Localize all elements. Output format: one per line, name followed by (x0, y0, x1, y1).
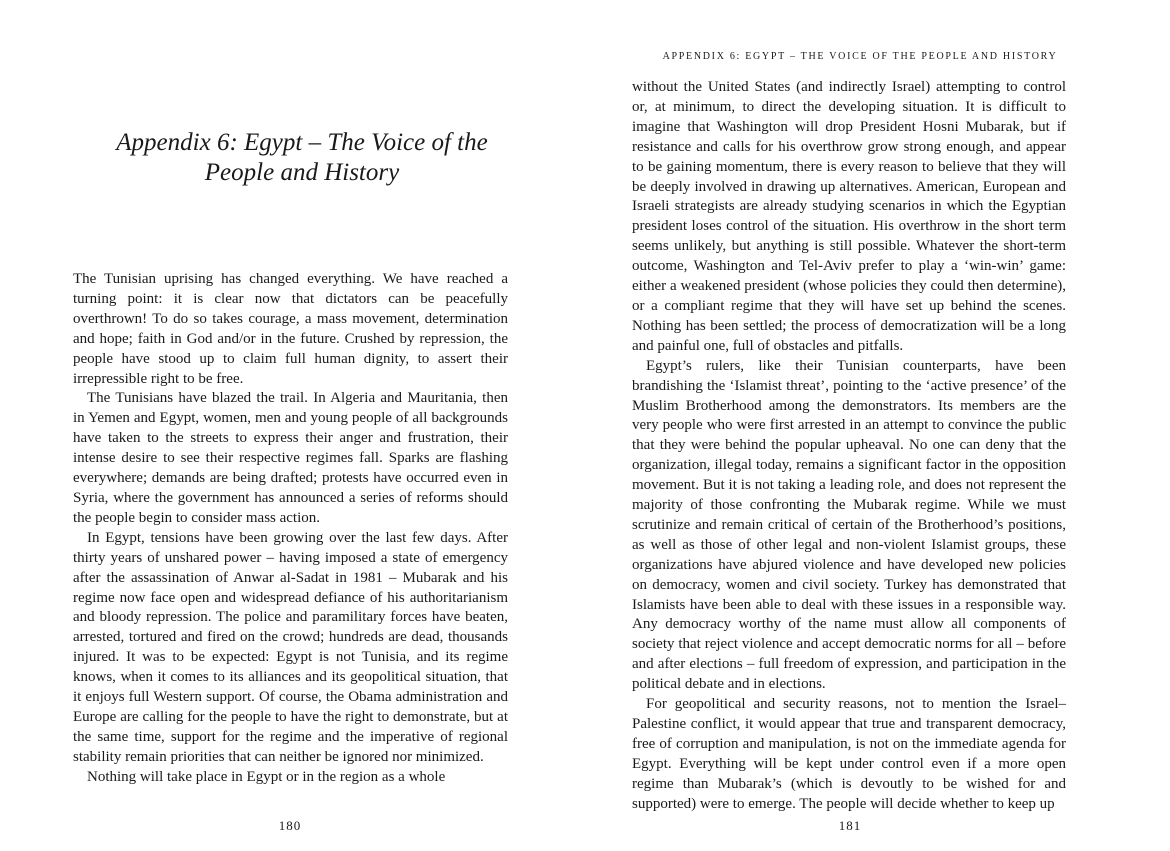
page-number: 180 (278, 818, 302, 833)
right-page (585, 0, 1170, 851)
left-body-text (73, 270, 508, 788)
running-head: APPENDIX 6: EGYPT – THE VOICE OF THE PEOPLE AND HISTORY (662, 51, 1058, 62)
paragraph: The Tunisians have blazed the trail. In Algeria and Mauritania, then in Yemen and Egypt, women, men and young people of all backgrounds have taken to the streets to express their anger and frustration, their intense desire to see their respective regimes fall. Sparks are flashing everywhere; demands are being drafted; protests have occurred even in Syria, where the government has announced a series of reforms should the people begin to consider mass action. (73, 390, 508, 526)
paragraph: without the United States (and indirectly Israel) attempting to control or, at minimum, to direct the developing situation. It is difficult to imagine that Washington will drop President Hosni Mubarak, but if resistance and calls for his overthrow grow strong enough, and appear to be gaining momentum, there is every reason to believe that they will be deeply involved in drawing up alternatives. American, European and Israeli strategists are already studying scenarios in which the Egyptian president loses control of the situation. His overthrow in the short term seems unlikely, but anything is still possible. Whatever the short-term outcome, Washington and Tel-Aviv prefer to play a ‘win-win’ game: either a weakened president (whose policies they could then determine), or a compliant regime that they will have set up behind the scenes. Nothing has been settled; the process of democratization will be a long and painful one, full of obstacles and pitfalls. (632, 79, 1066, 354)
page-number: 181 (838, 818, 862, 833)
paragraph: Egypt’s rulers, like their Tunisian counterparts, have been brandishing the ‘Islamist threat’, pointing to the ‘active presence’ of the Muslim Brotherhood among the demonstrators. Its members are the very people who were first arrested in an attempt to convince the public that they were behind the popular upheaval. No one can deny that the organization, illegal today, remains a significant factor in the opposition movement. But it is not taking a leading role, and does not represent the majority of those confronting the Mubarak regime. While we must scrutinize and remain critical of certain of the Brotherhood’s positions, as well as those of other legal and non-violent Islamist groups, these organizations have abjured violence and have developed new policies on democracy, women and civil society. Turkey has demonstrated that Islamists have been able to deal with these issues in a responsible way. Any democracy worthy of the name must allow all components of society that reject violence and accept democratic norms for all – before and after elections – full freedom of expression, and participation in the political debate and in elections. (632, 357, 1066, 693)
paragraph: Nothing will take place in Egypt or in the region as a whole (87, 768, 446, 785)
paragraph: For geopolitical and security reasons, not to mention the Israel–Palestine conflict, it would appear that true and transparent democracy, free of corruption and manipulation, is not on the immediate agenda for Egypt. Everything will be kept under control even if a more open regime than Mubarak’s (which is devoutly to be wished for and supported) were to emerge. The people will decide whether to keep up (632, 696, 1066, 812)
right-body-text (632, 78, 1066, 815)
chapter-title: Appendix 6: Egypt – The Voice of the People and History (116, 129, 488, 186)
paragraph: In Egypt, tensions have been growing over the last few days. After thirty years of unshared power – having imposed a state of emergency after the assassination of Anwar al-Sadat in 1981 – Mubarak and his regime now face open and widespread defiance of his authoritarianism and bloody repression. The police and paramilitary forces have beaten, arrested, tortured and fired on the crowd; hundreds are dead, thousands injured. It was to be expected: Egypt is not Tunisia, and its regime knows, when it comes to its alliances and its geopolitical situation, that it enjoys full Western support. Of course, the Obama administration and Europe are calling for the people to have the right to demonstrate, but at the same time, support for the regime and the imperative of regional stability remain priorities that can neither be ignored nor minimized. (73, 529, 508, 765)
paragraph: The Tunisian uprising has changed everything. We have reached a turning point: it is clear now that dictators can be peacefully overthrown! To do so takes courage, a mass movement, determination and hope; faith in God and/or in the future. Crushed by repression, the people have stood up to claim full human dignity, to assert their irrepressible right to be free. (73, 271, 508, 387)
